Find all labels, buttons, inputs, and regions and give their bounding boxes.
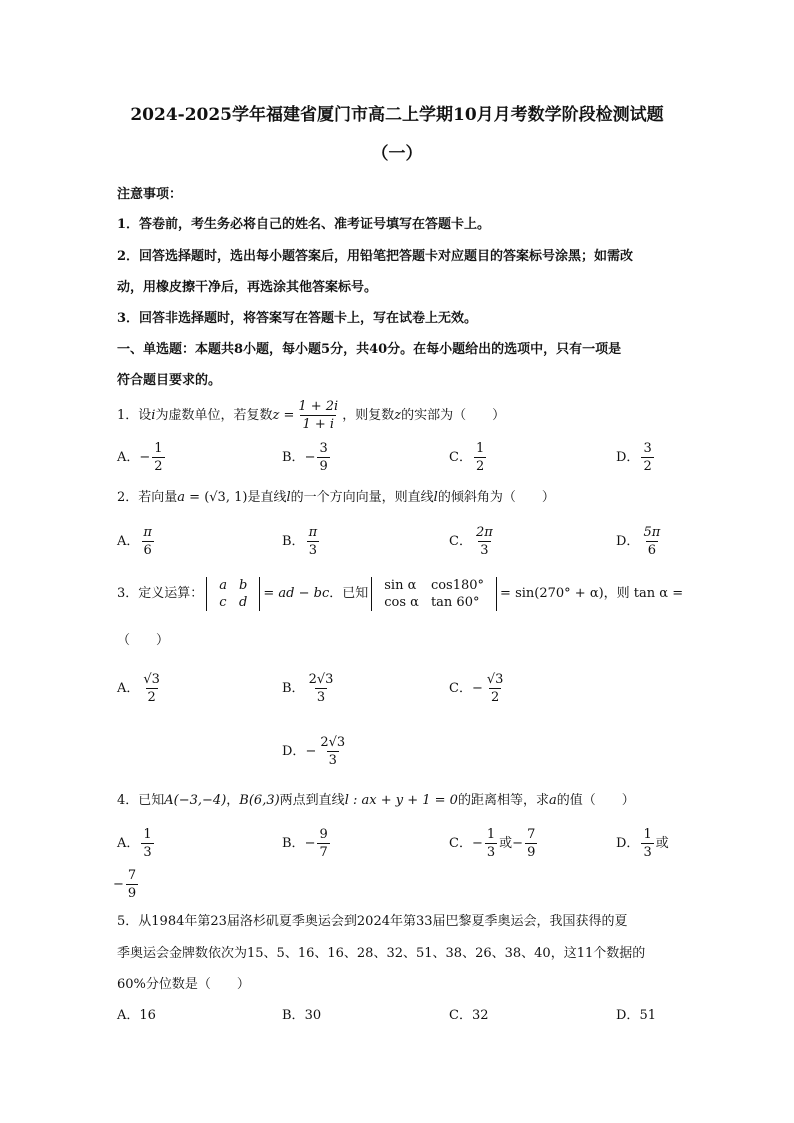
- q5-option-d: D．51: [616, 1008, 656, 1023]
- question-4: 4．已知A(−3,−4)，B(6,3)两点到直线l : ax + y + 1 = 0的距离相等，求a的值（ ）: [117, 793, 635, 808]
- question-2: 2．若向量a = (√3, 1)是直线l的一个方向向量，则直线l的倾斜角为（ ）: [117, 490, 555, 505]
- q3-determinant-2: sin α cos180° cos α tan 60°: [371, 577, 497, 611]
- notice-item-3: 3．回答非选择题时，将答案写在答题卡上，写在试卷上无效。: [117, 311, 478, 326]
- q4-option-c: C．− $\frac{1}{3}$ 或− $\frac{7}{9}$: [449, 827, 536, 860]
- q3-paren: （ ）: [117, 633, 170, 648]
- q1-option-b: B．− $\frac{3}{9}$: [282, 441, 328, 474]
- notice-item-2a: 2．回答选择题时，选出每小题答案后，用铅笔把答题卡对应题目的答案标号涂黑；如需改: [117, 249, 634, 264]
- question-5-line-3: 60%分位数是（ ）: [117, 977, 250, 992]
- notice-item-2b: 动，用橡皮擦干净后，再选涂其他答案标号。: [117, 280, 378, 295]
- q5-option-b: B．30: [282, 1008, 322, 1023]
- question-3: 3．定义运算： a b c d = ad − bc．已知 sin α cos180° cos α tan 60° = sin(270° + α)，则 tan α =: [117, 577, 684, 610]
- question-5-line-1: 5．从1984年第23届洛杉矶夏季奥运会到2024年第33届巴黎夏季奥运会，我国获得的夏: [117, 914, 628, 929]
- q2-option-c: C． $\frac{2\pi}{3}$: [449, 525, 493, 558]
- notice-heading: 注意事项：: [117, 187, 183, 202]
- q2-option-d: D． $\frac{5\pi}{6}$: [616, 525, 661, 558]
- q2-option-a: A． $\frac{\pi}{6}$: [117, 525, 152, 558]
- notice-item-1: 1．答卷前，考生务必将自己的姓名、准考证号填写在答题卡上。: [117, 217, 491, 232]
- q4-option-b: B．− $\frac{9}{7}$: [282, 827, 328, 860]
- q1-fraction: $\frac{1 + 2i}{1 + i}$: [298, 399, 339, 432]
- q3-option-d: D．− $\frac{2√3}{3}$: [282, 735, 346, 768]
- q4-option-d-continued: − $\frac{7}{9}$: [113, 868, 137, 901]
- page-title: 2024-2025学年福建省厦门市高二上学期10月月考数学阶段检测试题: [130, 105, 664, 125]
- section-heading-2: 符合题目要求的。: [117, 373, 222, 388]
- q3-option-c: C．− $\frac{√3}{2}$: [449, 672, 504, 705]
- q1-option-a: A．− $\frac{1}{2}$: [117, 441, 163, 474]
- q4-option-a: A． $\frac{1}{3}$: [117, 827, 152, 860]
- page-subtitle: （一）: [371, 144, 423, 164]
- q3-option-a: A． $\frac{√3}{2}$: [117, 672, 160, 705]
- q1-option-d: D． $\frac{3}{2}$: [616, 441, 652, 474]
- q4-option-d: D． $\frac{1}{3}$ 或: [616, 827, 669, 860]
- q5-option-a: A．16: [117, 1008, 156, 1023]
- q3-option-b: B． $\frac{2√3}{3}$: [282, 672, 334, 705]
- question-1: 1．设i为虚数单位，若复数z = $\frac{1 + 2i}{1 + i}$ ，则复数z的实部为（ ）: [117, 399, 506, 432]
- question-5-line-2: 季奥运会金牌数依次为15、5、16、16、28、32、51、38、26、38、40，这11个数据的: [117, 946, 646, 961]
- section-heading: 一、单选题：本题共8小题，每小题5分，共40分。在每小题给出的选项中，只有一项是: [117, 342, 622, 357]
- q2-option-b: B． $\frac{\pi}{3}$: [282, 525, 318, 558]
- q5-option-c: C．32: [449, 1008, 489, 1023]
- q3-determinant-1: a b c d: [206, 577, 260, 611]
- q1-option-c: C． $\frac{1}{2}$: [449, 441, 485, 474]
